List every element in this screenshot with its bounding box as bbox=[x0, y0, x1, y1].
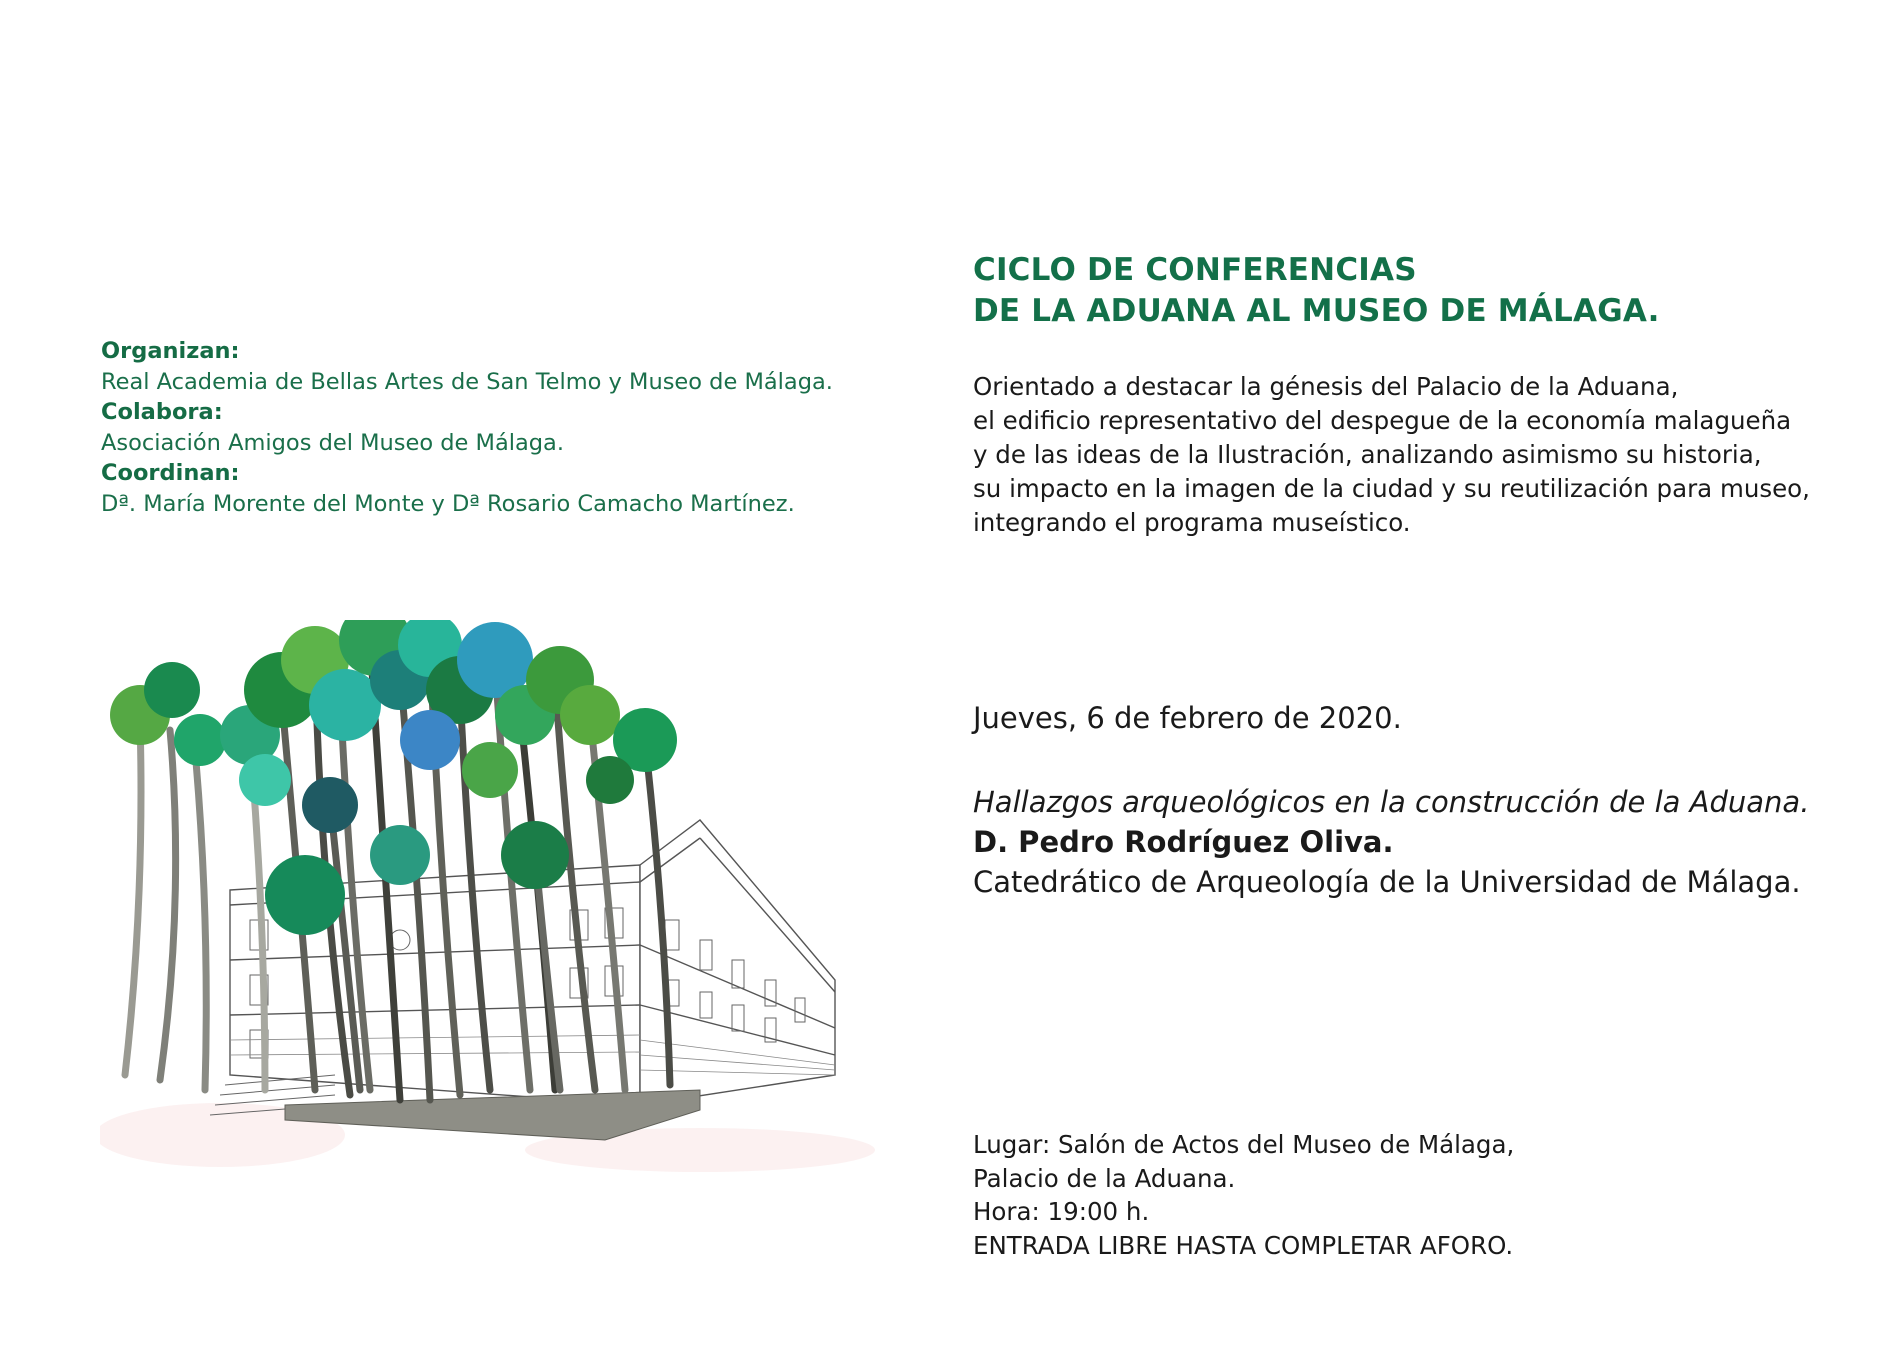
talk-block bbox=[973, 782, 1873, 902]
description-line: el edificio representativo del despegue de la economía malagueña bbox=[973, 406, 1792, 435]
description bbox=[973, 370, 1873, 540]
speaker-role: Catedrático de Arqueología de la Universidad de Málaga. bbox=[973, 865, 1801, 899]
venue-line: Palacio de la Aduana. bbox=[973, 1163, 1236, 1193]
title-line-1: CICLO DE CONFERENCIAS bbox=[973, 252, 1417, 288]
description-line: su impacto en la imagen de la ciudad y su reutilización para museo, bbox=[973, 474, 1810, 503]
conference-title bbox=[973, 250, 1853, 332]
venue-block bbox=[973, 1128, 1853, 1262]
colabora-label: Colabora: bbox=[101, 399, 223, 425]
talk-title: Hallazgos arqueológicos en la construcción de la Aduana. bbox=[973, 785, 1810, 819]
venue-line: ENTRADA LIBRE HASTA COMPLETAR AFORO. bbox=[973, 1230, 1514, 1260]
description-line: integrando el programa museístico. bbox=[973, 508, 1411, 537]
event-date: Jueves, 6 de febrero de 2020. bbox=[973, 701, 1402, 735]
organizan-label: Organizan: bbox=[101, 338, 240, 364]
credits-block bbox=[101, 336, 861, 519]
palacio-aduana-illustration bbox=[100, 620, 880, 1180]
title-line-2: DE LA ADUANA AL MUSEO DE MÁLAGA. bbox=[973, 293, 1660, 329]
colabora-value: Asociación Amigos del Museo de Málaga. bbox=[101, 429, 564, 456]
description-line: Orientado a destacar la génesis del Palacio de la Aduana, bbox=[973, 372, 1679, 401]
coordinan-label: Coordinan: bbox=[101, 460, 240, 486]
venue-line: Lugar: Salón de Actos del Museo de Málaga, bbox=[973, 1130, 1515, 1159]
speaker-name: D. Pedro Rodríguez Oliva. bbox=[973, 825, 1394, 859]
venue-line: Hora: 19:00 h. bbox=[973, 1197, 1150, 1226]
description-line: y de las ideas de la Ilustración, analizando asimismo su historia, bbox=[973, 440, 1762, 469]
coordinan-value: Dª. María Morente del Monte y Dª Rosario Camacho Martínez. bbox=[101, 490, 795, 517]
organizan-value: Real Academia de Bellas Artes de San Telmo y Museo de Málaga. bbox=[101, 368, 833, 395]
